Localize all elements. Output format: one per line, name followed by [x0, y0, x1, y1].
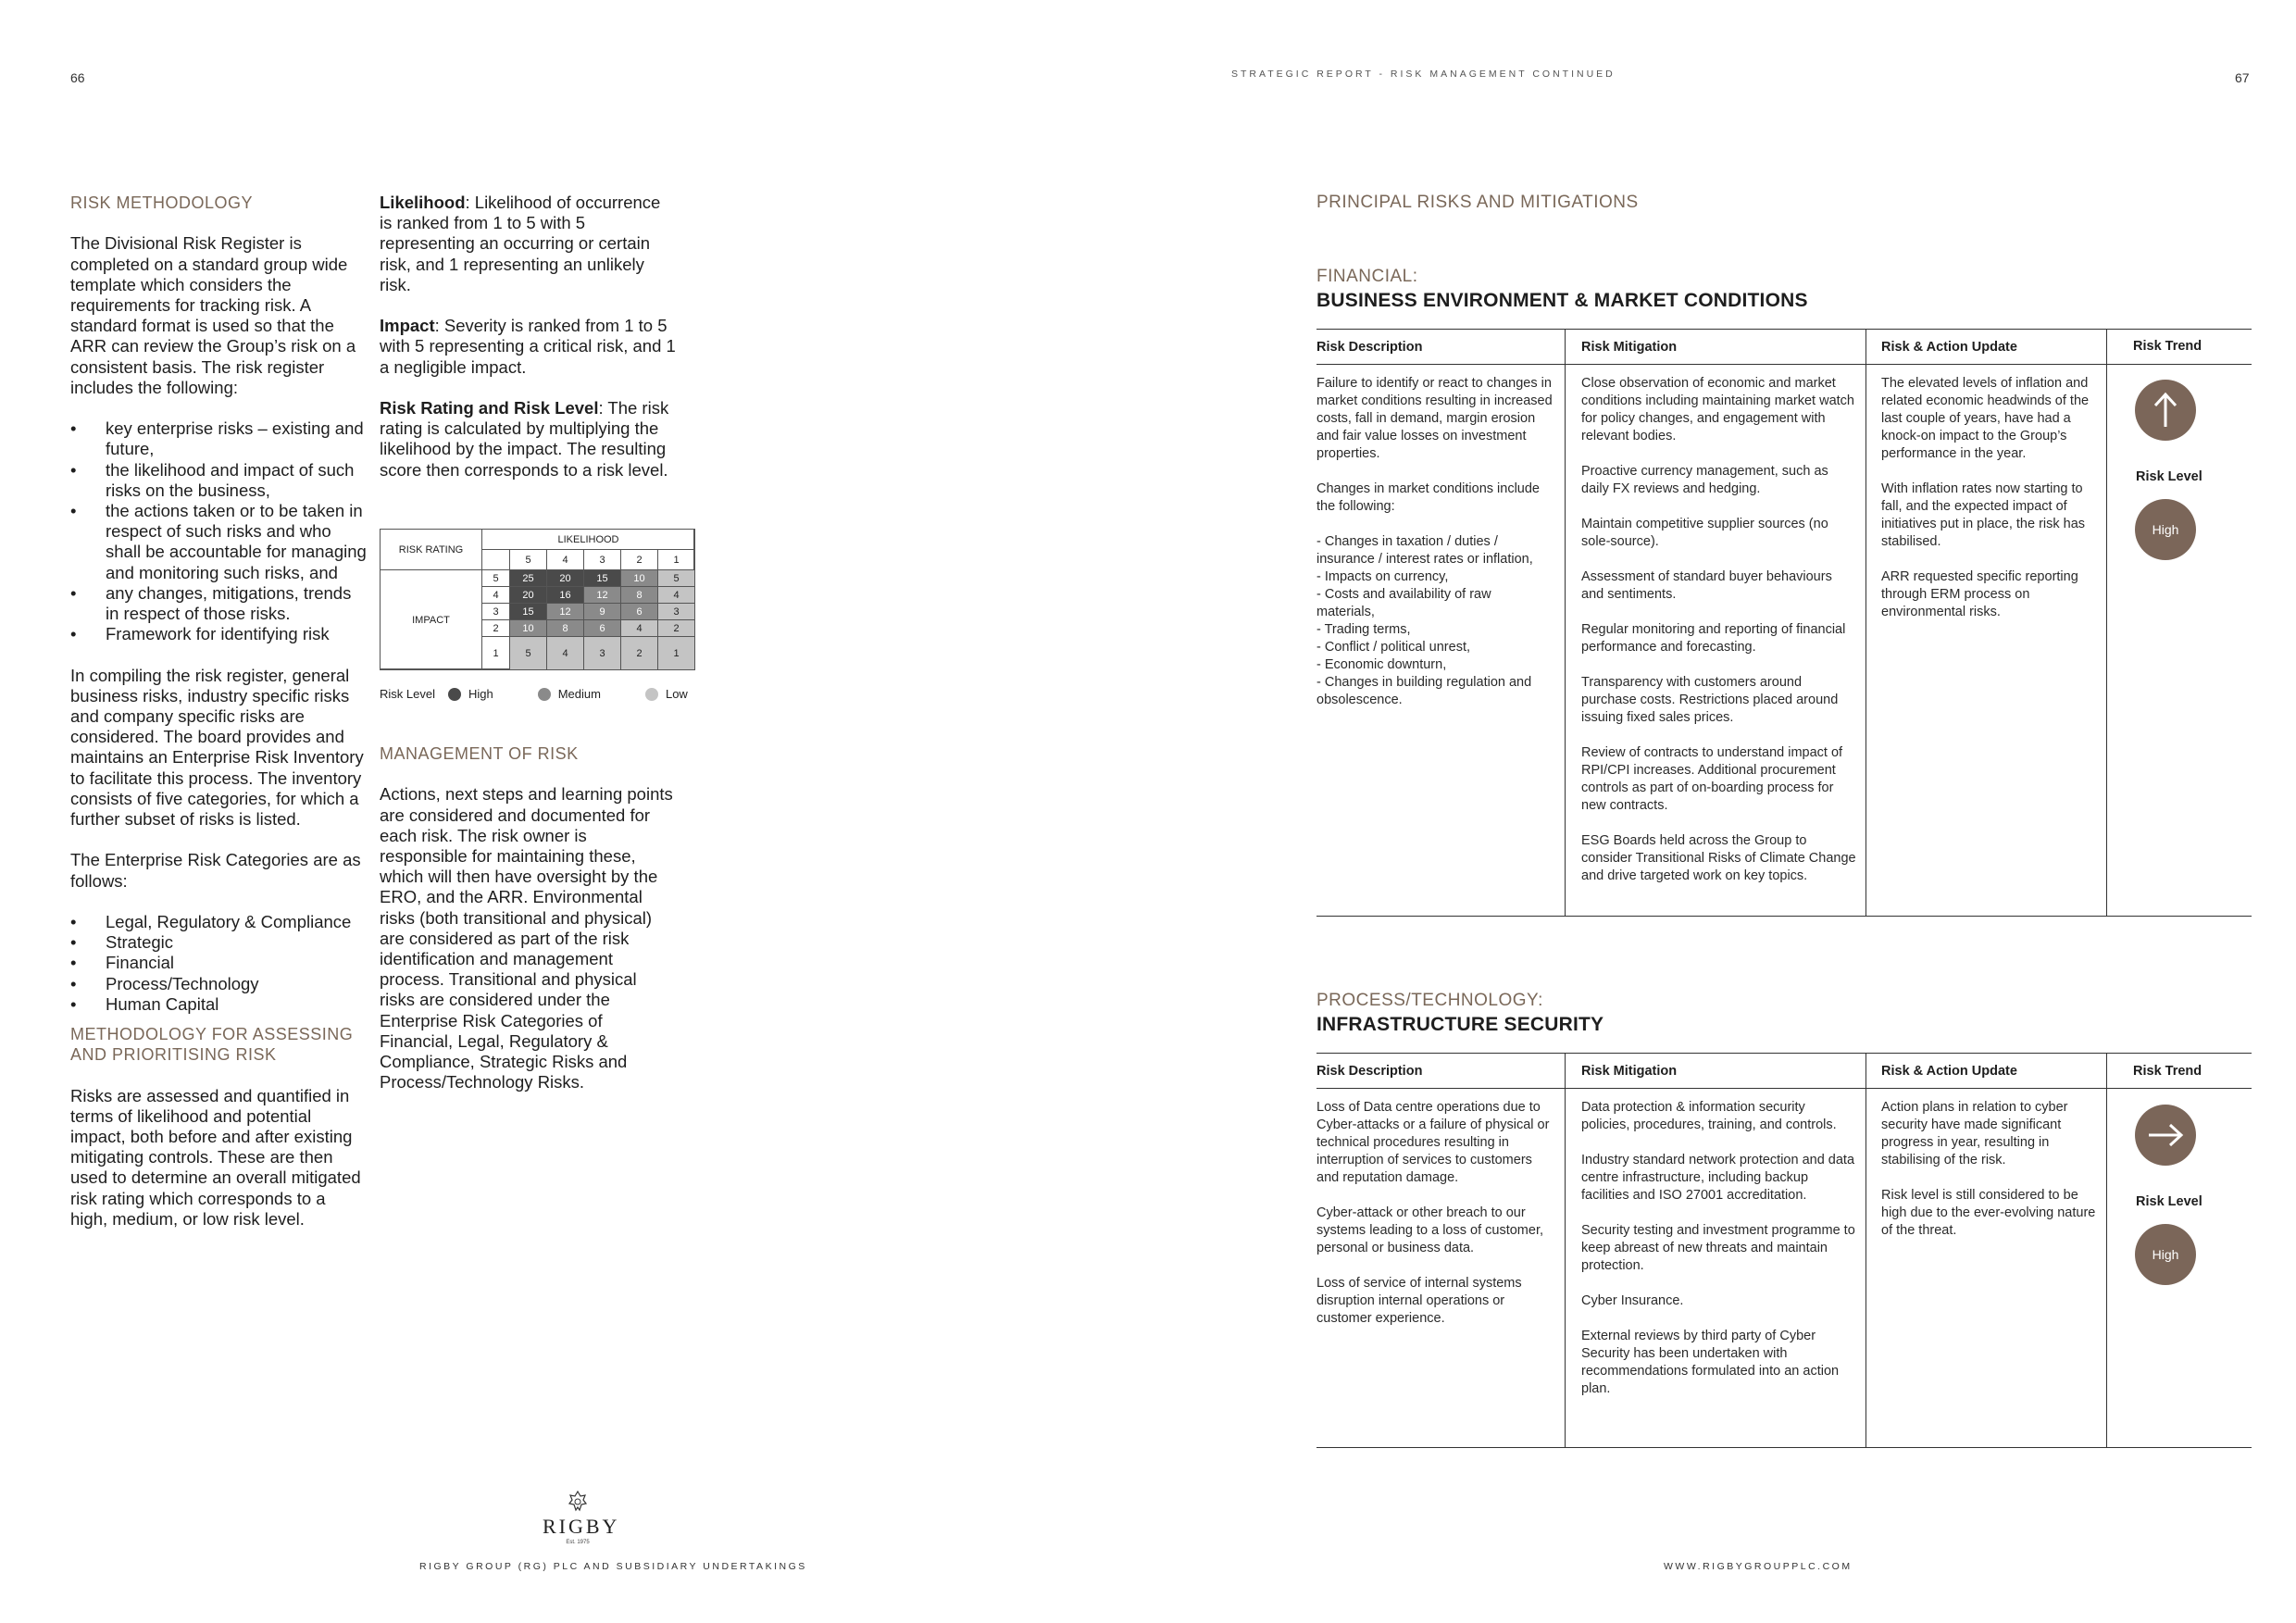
rating-label: Risk Rating and Risk Level	[380, 398, 599, 418]
heading-risk-methodology: RISK METHODOLOGY	[70, 194, 254, 212]
mitigation-paragraph: Review of contracts to understand impact of RPI/CPI increases. Additional procurement controls as part of on-boarding process for new contracts.	[1581, 745, 1843, 813]
matrix-score-cell: 2	[657, 619, 695, 637]
risk-level-value: High	[2152, 522, 2179, 537]
list-item: • Process/Technology	[70, 974, 367, 994]
matrix-score-cell: 4	[657, 586, 695, 604]
desc-paragraph: Changes in market conditions include the following:	[1316, 481, 1540, 514]
mitigation-paragraph: Cyber Insurance.	[1581, 1293, 1684, 1308]
col-header-risk-mitigation: Risk Mitigation	[1581, 340, 1678, 355]
mitigation-paragraph: Proactive currency management, such as daily FX reviews and hedging.	[1581, 464, 1828, 496]
risk-level-badge	[2135, 499, 2196, 560]
matrix-score-cell: 9	[583, 603, 621, 620]
matrix-score-cell: 2	[620, 636, 658, 670]
impact-label: Impact	[380, 316, 435, 336]
mitigation-paragraph: Industry standard network protection and data centre infrastructure, including backup facilities and ISO 27001 accreditation.	[1581, 1153, 1855, 1203]
matrix-impact-value: 1	[481, 636, 510, 670]
likelihood-definition	[380, 193, 676, 295]
matrix-score-cell: 3	[657, 603, 695, 620]
divider	[2106, 329, 2107, 916]
page-number-right: 67	[2235, 70, 2250, 85]
update-paragraph: With inflation rates now starting to fall, and the expected impact of initiatives put in place, the risk has stabilised.	[1881, 481, 2086, 549]
legend-title: Risk Level	[380, 687, 435, 701]
impact-text: : Severity is ranked from 1 to 5 with 5 representing a critical risk, and 1 a negligible impact.	[380, 316, 676, 377]
col-header-risk-description: Risk Description	[1316, 340, 1423, 355]
running-header: STRATEGIC REPORT - RISK MANAGEMENT CONTINUED	[1231, 69, 1616, 80]
matrix-likelihood-value: 5	[509, 549, 547, 570]
list-item: • the likelihood and impact of such risks on the business,	[70, 460, 367, 501]
principal-risks-heading: PRINCIPAL RISKS AND MITIGATIONS	[1316, 193, 1639, 212]
mitigation-paragraph: Transparency with customers around purchase costs. Restrictions placed around issuing fixed sales prices.	[1581, 675, 1839, 725]
infrastructure-risk-mitigation	[1581, 1099, 1857, 1416]
matrix-likelihood-label: LIKELIHOOD	[481, 529, 695, 550]
mitigation-paragraph: Security testing and investment programme to keep abreast of new threats and maintain protection.	[1581, 1223, 1855, 1273]
matrix-score-cell: 10	[620, 569, 658, 587]
divider	[2106, 1053, 2107, 1447]
matrix-score-cell: 6	[620, 603, 658, 620]
matrix-score-cell: 10	[509, 619, 547, 637]
heading-management-of-risk: MANAGEMENT OF RISK	[380, 744, 579, 763]
register-bullets	[70, 418, 367, 644]
list-item: • Strategic	[70, 932, 367, 953]
list-item: • Legal, Regulatory & Compliance	[70, 912, 367, 932]
arrow-up-icon	[2135, 380, 2196, 441]
matrix-score-cell: 4	[620, 619, 658, 637]
list-item: • the actions taken or to be taken in respect of such risks and who shall be accountable for managing and monitoring such risks, and	[70, 501, 367, 583]
risk-level-label: Risk Level	[2136, 1194, 2202, 1209]
impact-definition	[380, 316, 676, 378]
logo-subtext: Est. 1975	[566, 1540, 590, 1545]
mitigation-paragraph: Data protection & information security policies, procedures, training, and controls.	[1581, 1100, 1837, 1132]
matrix-impact-value: 2	[481, 619, 510, 637]
legend-low: Low	[665, 687, 688, 701]
desc-list: - Changes in taxation / duties / insurance / interest rates or inflation, - Impacts on currency, - Costs and availability of raw materials, - Trading terms, - Conflict / political unrest, - Economic downturn, - Changes in building regulation and obsolescence.	[1316, 534, 1533, 707]
rigby-logo	[543, 1491, 620, 1545]
matrix-score-cell: 15	[509, 603, 547, 620]
matrix-score-cell: 12	[583, 586, 621, 604]
matrix-likelihood-value: 1	[657, 549, 695, 570]
matrix-score-cell: 6	[583, 619, 621, 637]
matrix-score-cell: 16	[546, 586, 584, 604]
paragraph-compiling: In compiling the risk register, general business risks, industry specific risks and company specific risks are considered. The board provides and maintains an Enterprise Risk Inventory to facilitate this process. The inventory consists of five categories, for which a further subset of risks is listed.	[70, 665, 364, 830]
crest-icon	[568, 1491, 588, 1513]
update-paragraph: Risk level is still considered to be high due to the ever-evolving nature of the threat.	[1881, 1188, 2096, 1238]
list-item: • any changes, mitigations, trends in respect of those risks.	[70, 583, 367, 624]
left-column-1	[70, 193, 367, 1230]
paragraph-assessing: Risks are assessed and quantified in terms of likelihood and potential impact, both before and after existing mitigating controls. These are then used to determine an overall mitigated risk rating which corresponds to a high, medium, or low risk level.	[70, 1085, 361, 1229]
list-item: • Human Capital	[70, 994, 367, 1015]
divider	[1316, 916, 2252, 917]
arrow-right-icon	[2135, 1105, 2196, 1166]
desc-paragraph: Loss of Data centre operations due to Cyber-attacks or a failure of physical or technical procedures resulting in interruption of services to customers and reputation damage.	[1316, 1100, 1550, 1185]
col-header-risk-description: Risk Description	[1316, 1064, 1423, 1079]
matrix-score-cell: 5	[657, 569, 695, 587]
divider	[1316, 1088, 2252, 1089]
rating-definition	[380, 398, 676, 481]
matrix-likelihood-value: 4	[546, 549, 584, 570]
likelihood-label: Likelihood	[380, 193, 466, 212]
divider	[1316, 1053, 2252, 1054]
section-process-category: PROCESS/TECHNOLOGY:	[1316, 991, 1543, 1010]
section-financial-category: FINANCIAL:	[1316, 267, 1418, 286]
risk-level-value: High	[2152, 1247, 2179, 1262]
financial-risk-mitigation	[1581, 375, 1857, 903]
risk-level-legend	[380, 687, 688, 701]
infrastructure-risk-description	[1316, 1099, 1553, 1345]
risk-rating-matrix	[380, 529, 694, 669]
mitigation-paragraph: Maintain competitive supplier sources (no sole-source).	[1581, 517, 1828, 549]
matrix-score-cell: 1	[657, 636, 695, 670]
col-header-risk-action-update: Risk & Action Update	[1881, 340, 2017, 355]
divider	[1316, 1447, 2252, 1448]
mitigation-paragraph: External reviews by third party of Cyber Security has been undertaken with recommendations formulated into an action plan.	[1581, 1329, 1840, 1396]
paragraph-register: The Divisional Risk Register is completed on a standard group wide template which considers the requirements for tracking risk. A standard format is used so that the ARR can review the Group’s risk on a consistent basis. The risk register includes the following:	[70, 233, 356, 397]
legend-medium: Medium	[557, 687, 601, 701]
financial-risk-description	[1316, 375, 1553, 727]
desc-paragraph: Failure to identify or react to changes in market conditions resulting in increased costs, fall in demand, margin erosion and fair value losses on investment properties.	[1316, 376, 1553, 461]
infrastructure-risk-update	[1881, 1099, 2096, 1257]
matrix-score-cell: 12	[546, 603, 584, 620]
financial-risk-update	[1881, 375, 2096, 639]
matrix-impact-value: 3	[481, 603, 510, 620]
desc-paragraph: Loss of service of internal systems disruption internal operations or customer experience.	[1316, 1276, 1522, 1326]
update-paragraph: The elevated levels of inflation and related economic headwinds of the last couple of years, have had a knock-on impact to the Group’s performance in the year.	[1881, 376, 2090, 461]
list-item: • key enterprise risks – existing and future,	[70, 418, 367, 459]
divider	[1565, 1053, 1566, 1447]
matrix-score-cell: 8	[620, 586, 658, 604]
mitigation-paragraph: Close observation of economic and market conditions including maintaining market watch for policy changes, and engagement with relevant bodies.	[1581, 376, 1854, 443]
paragraph-management: Actions, next steps and learning points are considered and documented for each risk. The risk owner is responsible for maintaining these, which will then have oversight by the ERO, and the ARR. Environmental risks (both transitional and physical) are considered as part of the risk identification and management process. Transitional and physical risks are considered under the Enterprise Risk Categories of Financial, Legal, Regulatory & Compliance, Strategic Risks and Process/Technology Risks.	[380, 784, 673, 1092]
matrix-likelihood-value: 3	[583, 549, 621, 570]
divider	[1565, 329, 1566, 916]
matrix-impact-value: 4	[481, 586, 510, 604]
list-item: • Financial	[70, 953, 367, 973]
list-item: • Framework for identifying risk	[70, 624, 367, 644]
logo-text: RIGBY	[543, 1515, 620, 1538]
col-header-risk-trend: Risk Trend	[2133, 1064, 2202, 1079]
divider	[1316, 329, 2252, 330]
desc-paragraph: Cyber-attack or other breach to our systems leading to a loss of customer, personal or business data.	[1316, 1205, 1543, 1255]
matrix-likelihood-value: 2	[620, 549, 658, 570]
left-column-2	[380, 193, 676, 481]
matrix-score-cell: 5	[509, 636, 547, 670]
medium-dot-icon	[538, 688, 551, 701]
matrix-score-cell: 20	[509, 586, 547, 604]
col-header-risk-action-update: Risk & Action Update	[1881, 1064, 2017, 1079]
matrix-score-cell: 25	[509, 569, 547, 587]
risk-level-badge	[2135, 1224, 2196, 1285]
matrix-rating-label: RISK RATING	[380, 529, 482, 570]
matrix-score-cell: 8	[546, 619, 584, 637]
matrix-score-cell: 15	[583, 569, 621, 587]
category-bullets	[70, 912, 367, 1015]
section-financial-title: BUSINESS ENVIRONMENT & MARKET CONDITIONS	[1316, 290, 1808, 311]
likelihood-text: : Likelihood of occurrence is ranked from 1 to 5 with 5 representing an occurring or certain risk, and 1 representing an unlikely risk.	[380, 193, 661, 294]
risk-level-label: Risk Level	[2136, 469, 2202, 484]
update-paragraph: Action plans in relation to cyber security have made significant progress in year, resulting in stabilising of the risk.	[1881, 1100, 2068, 1167]
matrix-corner-cell	[481, 549, 510, 570]
legend-high: High	[468, 687, 493, 701]
heading-assessing-risk: METHODOLOGY FOR ASSESSING AND PRIORITISING RISK	[70, 1025, 354, 1065]
management-of-risk	[380, 743, 676, 1092]
footer-company: RIGBY GROUP (RG) PLC AND SUBSIDIARY UNDERTAKINGS	[419, 1561, 807, 1572]
footer-website-link[interactable]: WWW.RIGBYGROUPPLC.COM	[1664, 1561, 1853, 1572]
section-process-title: INFRASTRUCTURE SECURITY	[1316, 1014, 1604, 1035]
col-header-risk-mitigation: Risk Mitigation	[1581, 1064, 1678, 1079]
page-number-left: 66	[70, 70, 85, 85]
col-header-risk-trend: Risk Trend	[2133, 339, 2202, 354]
matrix-score-cell: 4	[546, 636, 584, 670]
mitigation-paragraph: Assessment of standard buyer behaviours and sentiments.	[1581, 569, 1832, 602]
update-paragraph: ARR requested specific reporting through ERM process on environmental risks.	[1881, 569, 2078, 619]
high-dot-icon	[448, 688, 461, 701]
matrix-score-cell: 20	[546, 569, 584, 587]
mitigation-paragraph: Regular monitoring and reporting of financial performance and forecasting.	[1581, 622, 1846, 655]
matrix-impact-label: IMPACT	[380, 569, 482, 670]
matrix-impact-value: 5	[481, 569, 510, 587]
matrix-score-cell: 3	[583, 636, 621, 670]
paragraph-categories: The Enterprise Risk Categories are as follows:	[70, 850, 361, 891]
mitigation-paragraph: ESG Boards held across the Group to consider Transitional Risks of Climate Change and drive targeted work on key topics.	[1581, 833, 1856, 883]
divider	[1316, 364, 2252, 365]
low-dot-icon	[645, 688, 658, 701]
rating-text: : The risk rating is calculated by multiplying the likelihood by the impact. The resulting score then corresponds to a risk level.	[380, 398, 669, 480]
